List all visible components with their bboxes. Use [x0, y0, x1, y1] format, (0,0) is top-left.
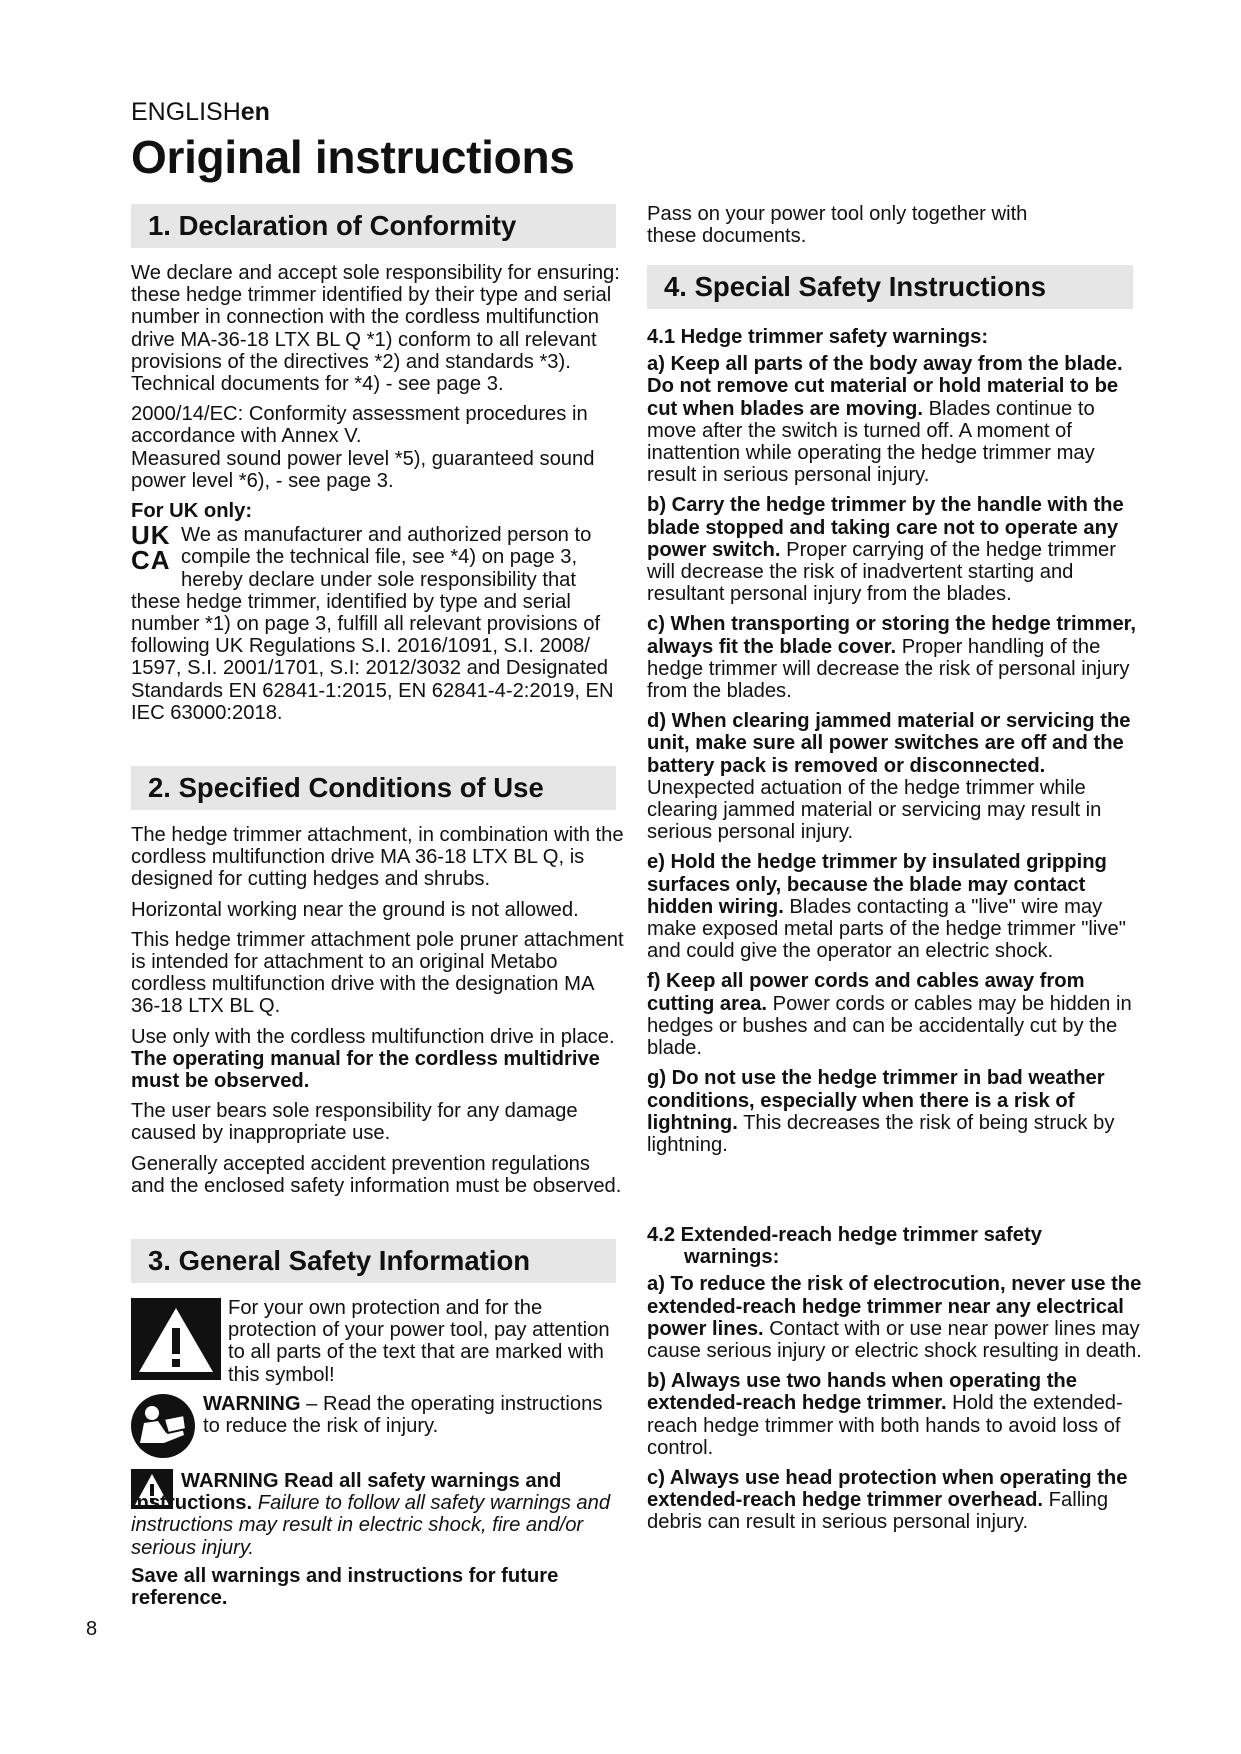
language-label: ENGLISHen: [131, 98, 270, 126]
section-3-heading: 3. General Safety Information: [131, 1239, 616, 1283]
warning-d: d) When clearing jammed material or servicing the unit, make sure all power switches are off and the battery pack is removed or disconnected. Unexpected actuation of the hedge trimmer while clearing jammed material or servicing may result in serious personal injury.: [647, 710, 1131, 844]
warning-g: g) Do not use the hedge trimmer in bad weather conditions, especially when there is a risk of lightning. This decreases the risk of being struck by lightning.: [647, 1067, 1115, 1156]
general-warning: WARNING Read all safety warnings and instructions. Failure to follow all safety warnings and instructions may result in electric shock, fire and/or serious injury.: [131, 1470, 611, 1559]
sound-level-paragraph: Measured sound power level *5), guaranteed sound power level *6), - see page 3.: [131, 447, 595, 492]
use-paragraph-4: Use only with the cordless multifunction drive in place. The operating manual for the cordless multidrive must be observed.: [131, 1025, 615, 1093]
uk-declaration: [131, 520, 624, 724]
ukca-mark-icon: [131, 520, 177, 576]
use-paragraph-5: The user bears sole responsibility for any damage caused by inappropriate use.: [131, 1100, 578, 1145]
warning-f: f) Keep all power cords and cables away from cutting area. Power cords or cables may be hidden in hedges or bushes and can be accidentally cut by the blade.: [647, 970, 1132, 1060]
use-paragraph-2: Horizontal working near the ground is not allowed.: [131, 898, 579, 921]
use-paragraph-3: This hedge trimmer attachment pole pruner attachment is intended for attachment to an original Metabo cordless multifunction drive with the designation MA 36-18 LTX BL Q.: [131, 928, 624, 1018]
subsection-4-2: 4.2 Extended-reach hedge trimmer safety warnings:: [647, 1224, 1042, 1269]
read-manual-icon: [130, 1393, 196, 1459]
extended-warning-c: c) Always use head protection when operating the extended-reach hedge trimmer overhead. Falling debris can result in serious personal injury.: [647, 1467, 1128, 1534]
ukca-mark-top: UK: [131, 520, 171, 551]
declaration-paragraph: We declare and accept sole responsibility for ensuring: these hedge trimmer identified by their type and serial number in connection with the cordless multifunction drive MA-36-18 LTX BL Q *1) conform to all relevant provisions of the directives *2) and standards *3). Technical documents for *4) - see page 3.: [131, 262, 620, 396]
section-2-heading: 2. Specified Conditions of Use: [131, 766, 616, 810]
uk-only-label: For UK only:: [131, 500, 253, 523]
warning-read-instructions: WARNING – Read the operating instructions to reduce the risk of injury.: [203, 1393, 603, 1438]
section-4-heading: 4. Special Safety Instructions: [647, 265, 1133, 309]
warning-triangle-icon: [131, 1298, 221, 1380]
uk-declaration-text: We as manufacturer and authorized person to compile the technical file, see *4) on page 3, hereby declare under sole responsibility that these hedge trimmer, identified by type and serial number *1) on page 3, fulfill all relevant provisions of following UK Regulations S.I. 2016/1091, S.I. 2008/ 1597, S.I. 2001/1701, S.I: 2012/3032 and Designated Standards EN 62841-1:2015, EN 62841-4-2:2019, EN IEC 63000:2018.: [131, 524, 614, 724]
extended-warning-b: b) Always use two hands when operating the extended-reach hedge trimmer. Hold the extended-reach hedge trimmer with both hands to avoid loss of control.: [647, 1370, 1123, 1459]
pass-on-note: Pass on your power tool only together with these documents.: [647, 203, 1028, 248]
use-paragraph-6: Generally accepted accident prevention regulations and the enclosed safety information must be observed.: [131, 1152, 622, 1197]
page-title: Original instructions: [131, 131, 575, 183]
symbol-explanation: For your own protection and for the protection of your power tool, pay attention to all parts of the text that are marked with this symbol!: [228, 1297, 610, 1386]
warning-a: a) Keep all parts of the body away from the blade. Do not remove cut material or hold material to be cut when blades are moving. Blades continue to move after the switch is turned off. A moment of inattention while operating the hedge trimmer may result in serious personal injury.: [647, 353, 1123, 487]
section-4-2-body: [647, 1224, 1142, 1542]
subsection-4-1: 4.1 Hedge trimmer safety warnings:: [647, 326, 989, 348]
extended-warning-a: a) To reduce the risk of electrocution, never use the extended-reach hedge trimmer near any electrical power lines. Contact with or use near power lines may cause serious injury or electric shock resulting in death.: [647, 1273, 1142, 1363]
warning-e: e) Hold the hedge trimmer by insulated gripping surfaces only, because the blade may contact hidden wiring. Blades contacting a "live" wire may make exposed metal parts of the hedge trimmer "live" and could give the operator an electric shock.: [647, 851, 1126, 963]
warning-b: b) Carry the hedge trimmer by the handle with the blade stopped and taking care not to operate any power switch. Proper carrying of the hedge trimmer will decrease the risk of inadvertent starting and resultant personal injury from the blades.: [647, 494, 1124, 606]
conformity-paragraph: 2000/14/EC: Conformity assessment procedures in accordance with Annex V.: [131, 403, 588, 448]
warning-c: c) When transporting or storing the hedge trimmer, always fit the blade cover. Proper handling of the hedge trimmer will decrease the risk of personal injury from the blades.: [647, 613, 1137, 703]
save-instructions: Save all warnings and instructions for future reference.: [131, 1565, 559, 1610]
section-2-body: [131, 824, 624, 1205]
use-paragraph-1: The hedge trimmer attachment, in combination with the cordless multifunction drive MA 36-18 LTX BL Q, is designed for cutting hedges and shrubs.: [131, 824, 624, 891]
section-4-body: [647, 326, 1142, 1164]
page-number: 8: [86, 1618, 98, 1640]
section-1-heading: 1. Declaration of Conformity: [131, 204, 616, 248]
section-1-body: [131, 262, 624, 724]
ukca-mark-bottom: CA: [131, 545, 171, 576]
